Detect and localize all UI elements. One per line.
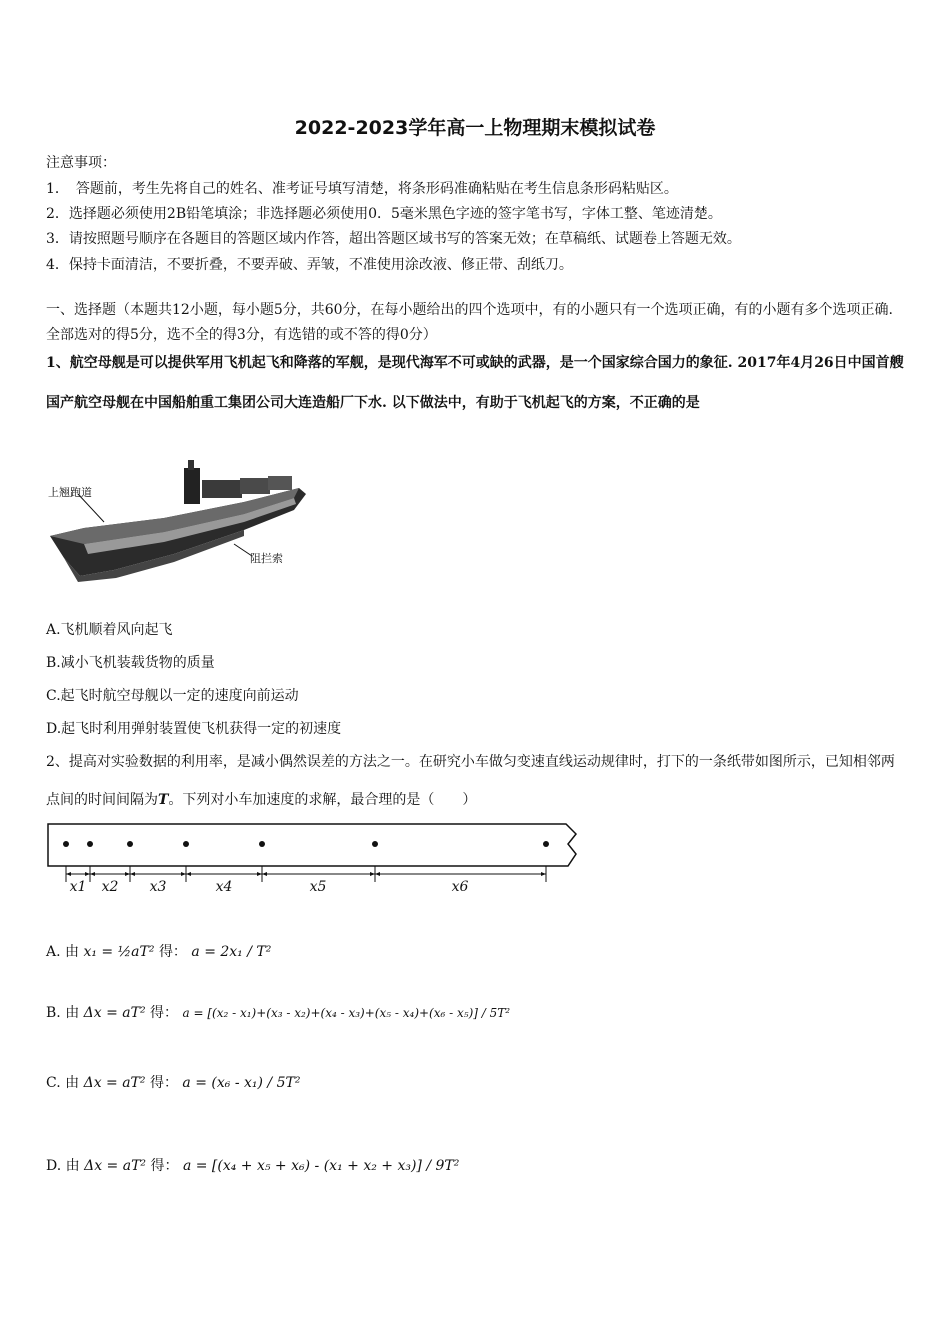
option-d-condition: Δx = aT² — [84, 1158, 147, 1174]
question-2-option-a — [46, 941, 271, 961]
question-1-option-a: A.飞机顺着风向起飞 — [46, 622, 173, 638]
question-2-stem-part2: 。下列对小车加速度的求解，最合理的是（ ） — [168, 792, 477, 808]
option-a-condition: x₁ = ½aT² — [83, 944, 155, 960]
question-1-option-d: D.起飞时利用弹射装置使飞机获得一定的初速度 — [46, 721, 342, 737]
question-1-stem: 1、航空母舰是可以提供军用飞机起飞和降落的军舰，是现代海军不可或缺的武器，是一个国家综合国力的象征. 2017年4月26日中国首艘国产航空母舰在中国船舶重工集团公司大连造船厂下水. 以下做法中，有助于飞机起飞的方案，不正确的是 — [46, 355, 904, 411]
option-a-result: a = 2x₁ / T² — [191, 944, 272, 960]
page-title: 2022-2023学年高一上物理期末模拟试卷 — [294, 117, 656, 139]
tape-label-x1: x1 — [69, 879, 87, 895]
tape-dot — [127, 841, 133, 847]
tape-label-x3: x3 — [149, 879, 167, 895]
question-2-option-c — [46, 1072, 300, 1092]
tape-dot — [259, 841, 265, 847]
option-c-result: a = (x₆ - x₁) / 5T² — [182, 1075, 301, 1091]
section-header: 一、选择题（本题共12小题，每小题5分，共60分，在每小题给出的四个选项中，有的小题只有一个选项正确，有的小题有多个选项正确.全部选对的得5分，选不全的得3分，有选错的或不答的得0分） — [46, 302, 893, 343]
notice-item: 1． 答题前，考生先将自己的姓名、准考证号填写清楚，将条形码准确粘贴在考生信息条形码粘贴区。 — [46, 181, 678, 197]
tape-ticks — [66, 866, 546, 882]
notice-heading: 注意事项： — [46, 155, 116, 171]
tape-label-x2: x2 — [101, 879, 119, 895]
time-interval-symbol: T — [158, 792, 169, 808]
runway-label: 上翘跑道 — [48, 486, 92, 499]
option-d-prefix: D. 由 — [46, 1158, 80, 1174]
carrier-hull — [50, 488, 306, 582]
option-a-prefix: A. 由 — [46, 944, 80, 960]
question-2-option-d — [46, 1155, 459, 1175]
notice-item: 3．请按照题号顺序在各题目的答题区域内作答，超出答题区域书写的答案无效；在草稿纸、试题卷上答题无效。 — [46, 231, 741, 247]
paper-tape-figure — [44, 820, 584, 898]
aircraft-carrier-figure — [44, 458, 309, 588]
tape-dot — [543, 841, 549, 847]
option-a-get: 得： — [158, 944, 187, 960]
option-b-condition: Δx = aT² — [83, 1005, 146, 1021]
question-2-stem — [46, 743, 906, 819]
option-c-prefix: C. 由 — [46, 1075, 80, 1091]
tape-label-x4: x4 — [215, 879, 233, 895]
option-d-get: 得： — [150, 1158, 179, 1174]
option-b-result: a = [(x₂ - x₁)+(x₃ - x₂)+(x₄ - x₃)+(x₅ - x₄)+(x₆ - x₅)] / 5T² — [182, 1006, 511, 1020]
option-c-condition: Δx = aT² — [83, 1075, 146, 1091]
question-1-option-b: B.减小飞机装载货物的质量 — [46, 655, 215, 671]
tape-label-x6: x6 — [451, 879, 469, 895]
option-c-get: 得： — [149, 1075, 178, 1091]
question-1-option-c: C.起飞时航空母舰以一定的速度向前运动 — [46, 688, 299, 704]
tape-dot — [372, 841, 378, 847]
notice-item: 4．保持卡面清洁，不要折叠，不要弄破、弄皱，不准使用涂改液、修正带、刮纸刀。 — [46, 257, 573, 273]
arrester-label: 阻拦索 — [250, 552, 283, 565]
tape-dot — [87, 841, 93, 847]
tape-dot — [63, 841, 69, 847]
tape-dot — [183, 841, 189, 847]
tape-label-x5: x5 — [309, 879, 327, 895]
option-d-result: a = [(x₄ + x₅ + x₆) - (x₁ + x₂ + x₃)] / 9T² — [182, 1158, 460, 1174]
option-b-get: 得： — [150, 1005, 179, 1021]
question-2-option-b — [46, 1002, 510, 1022]
option-b-prefix: B. 由 — [46, 1005, 80, 1021]
notice-item: 2．选择题必须使用2B铅笔填涂；非选择题必须使用0．5毫米黑色字迹的签字笔书写，字体工整、笔迹清楚。 — [46, 206, 722, 222]
tape-dots — [63, 841, 549, 847]
question-2-stem-part1: 2、提高对实验数据的利用率，是减小偶然误差的方法之一。在研究小车做匀变速直线运动规律时，打下的一条纸带如图所示，已知相邻两点间的时间间隔为 — [46, 754, 895, 808]
